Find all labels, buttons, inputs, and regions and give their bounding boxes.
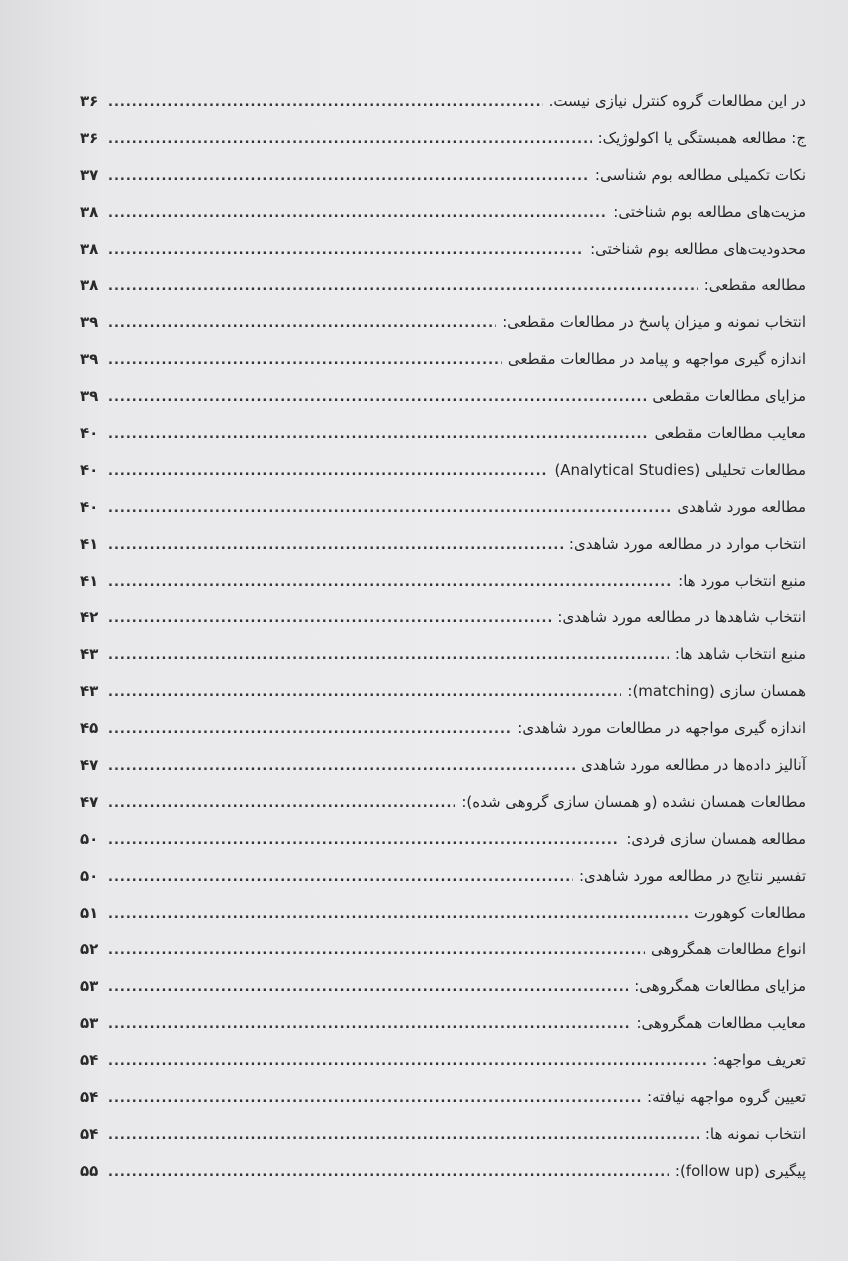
toc-leader-dots bbox=[108, 648, 669, 663]
toc-entry bbox=[80, 1088, 806, 1125]
toc-page-number: ۴۰ bbox=[80, 497, 99, 516]
toc-entry bbox=[80, 608, 806, 645]
toc-leader-dots bbox=[108, 1165, 669, 1180]
toc-entry bbox=[80, 793, 806, 830]
toc-page-number: ۴۵ bbox=[80, 719, 99, 738]
toc-entry bbox=[80, 535, 806, 572]
toc-leader-dots bbox=[108, 611, 551, 626]
toc-leader-dots bbox=[108, 427, 649, 442]
toc-page-number: ۵۱ bbox=[80, 903, 99, 922]
toc-page-number: ۵۲ bbox=[80, 940, 99, 959]
toc-title: مزایای مطالعات مقطعی bbox=[652, 387, 806, 406]
toc-title: تعریف مواجهه: bbox=[712, 1051, 806, 1070]
toc-title: منبع انتخاب شاهد ها: bbox=[674, 645, 806, 664]
toc-leader-dots bbox=[108, 132, 592, 147]
toc-entry bbox=[80, 977, 806, 1014]
toc-page-number: ۵۴ bbox=[80, 1051, 99, 1070]
toc-page-number: ۳۷ bbox=[80, 165, 99, 184]
toc-entry bbox=[80, 572, 806, 609]
toc-title: معایب مطالعات مقطعی bbox=[654, 424, 806, 443]
toc-leader-dots bbox=[108, 390, 646, 405]
toc-entry bbox=[80, 424, 806, 461]
toc-entry bbox=[80, 350, 806, 387]
toc-title: ج: مطالعه همبستگی یا اکولوژیک: bbox=[597, 128, 806, 147]
toc-page-number: ۳۹ bbox=[80, 387, 99, 406]
toc-entry bbox=[80, 387, 806, 424]
toc-page-number: ۴۷ bbox=[80, 756, 99, 775]
toc-leader-dots bbox=[108, 538, 563, 553]
toc-title: انتخاب موارد در مطالعه مورد شاهدی: bbox=[568, 534, 806, 553]
toc-leader-dots bbox=[108, 316, 496, 331]
toc-entry bbox=[80, 1014, 806, 1051]
toc-title: مطالعه مورد شاهدی bbox=[677, 497, 806, 516]
toc-title: انتخاب شاهدها در مطالعه مورد شاهدی: bbox=[557, 608, 806, 627]
toc-page-number: ۳۶ bbox=[80, 128, 99, 147]
toc-entry bbox=[80, 92, 806, 129]
toc-page-number: ۵۴ bbox=[80, 1088, 99, 1107]
toc-entry bbox=[80, 682, 806, 719]
toc-page-number: ۵۰ bbox=[80, 829, 99, 848]
toc-page-number: ۵۳ bbox=[80, 1014, 99, 1033]
toc-title: مزیت‌های مطالعه بوم شناختی: bbox=[613, 202, 806, 221]
toc-title: مطالعات کوهورت bbox=[693, 903, 806, 922]
toc-leader-dots bbox=[108, 759, 575, 774]
toc-page-number: ۵۴ bbox=[80, 1124, 99, 1143]
toc-leader-dots bbox=[108, 833, 620, 848]
toc-page-number: ۴۲ bbox=[80, 608, 99, 627]
toc-entry bbox=[80, 756, 806, 793]
toc-leader-dots bbox=[108, 206, 607, 221]
toc-leader-dots bbox=[108, 575, 672, 590]
toc-entry bbox=[80, 940, 806, 977]
toc-page-number: ۴۱ bbox=[80, 571, 99, 590]
toc-leader-dots bbox=[108, 1017, 630, 1032]
toc-leader-dots bbox=[108, 279, 698, 294]
toc-page-number: ۵۵ bbox=[80, 1161, 99, 1180]
toc-title: معایب مطالعات همگروهی: bbox=[636, 1014, 806, 1033]
toc-leader-dots bbox=[108, 501, 671, 516]
toc-page-number: ۳۸ bbox=[80, 202, 99, 221]
toc-title: اندازه گیری مواجهه و پیامد در مطالعات مقطعی bbox=[507, 350, 806, 369]
toc-title: پیگیری (follow up): bbox=[674, 1161, 806, 1180]
toc-entry bbox=[80, 1125, 806, 1162]
toc-title: انواع مطالعات همگروهی bbox=[651, 940, 806, 959]
toc-page-number: ۳۸ bbox=[80, 276, 99, 295]
toc-title: در این مطالعات گروه کنترل نیازی نیست. bbox=[548, 92, 806, 110]
toc-title: انتخاب نمونه ها: bbox=[704, 1124, 806, 1143]
toc-page-number: ۳۸ bbox=[80, 239, 99, 258]
toc-page-number: ۳۶ bbox=[80, 92, 99, 110]
toc-leader-dots bbox=[108, 464, 548, 479]
toc-leader-dots bbox=[108, 243, 584, 258]
toc-leader-dots bbox=[108, 943, 645, 958]
toc-page-number: ۴۷ bbox=[80, 792, 99, 811]
toc-entry bbox=[80, 461, 806, 498]
toc-page-number: ۴۰ bbox=[80, 424, 99, 443]
toc-entry bbox=[80, 867, 806, 904]
toc-title: آنالیز داده‌ها در مطالعه مورد شاهدی bbox=[580, 756, 806, 775]
toc-leader-dots bbox=[108, 95, 543, 110]
toc-title: منبع انتخاب مورد ها: bbox=[678, 571, 806, 590]
toc-entry bbox=[80, 129, 806, 166]
toc-entry bbox=[80, 313, 806, 350]
toc-leader-dots bbox=[108, 980, 628, 995]
toc-title: انتخاب نمونه و میزان پاسخ در مطالعات مقطعی: bbox=[502, 313, 806, 332]
toc-page-number: ۴۳ bbox=[80, 645, 99, 664]
toc-leader-dots bbox=[108, 1128, 699, 1143]
toc-entry bbox=[80, 1162, 806, 1199]
toc-page-number: ۴۱ bbox=[80, 534, 99, 553]
toc-leader-dots bbox=[108, 353, 502, 368]
toc-entry bbox=[80, 830, 806, 867]
toc-title: مزایای مطالعات همگروهی: bbox=[634, 977, 806, 996]
toc-entry bbox=[80, 203, 806, 240]
toc-title: محدودیت‌های مطالعه بوم شناختی: bbox=[590, 239, 806, 258]
toc-page-number: ۵۰ bbox=[80, 866, 99, 885]
toc-title: مطالعات تحلیلی (Analytical Studies) bbox=[554, 460, 806, 479]
toc-leader-dots bbox=[108, 1091, 641, 1106]
toc-leader-dots bbox=[108, 685, 621, 700]
toc-title: همسان سازی (matching): bbox=[627, 682, 806, 701]
toc-title: اندازه گیری مواجهه در مطالعات مورد شاهدی: bbox=[517, 719, 806, 738]
toc-page-number: ۵۳ bbox=[80, 977, 99, 996]
toc-title: مطالعه همسان سازی فردی: bbox=[626, 829, 806, 848]
toc-title: مطالعه مقطعی: bbox=[703, 276, 806, 295]
toc-leader-dots bbox=[108, 907, 688, 922]
toc-page-number: ۴۳ bbox=[80, 682, 99, 701]
toc-entry bbox=[80, 719, 806, 756]
toc-title: نکات تکمیلی مطالعه بوم شناسی: bbox=[594, 165, 806, 184]
toc-title: تفسیر نتایج در مطالعه مورد شاهدی: bbox=[578, 866, 806, 885]
toc-page-number: ۳۹ bbox=[80, 350, 99, 369]
toc-leader-dots bbox=[108, 870, 573, 885]
toc-title: مطالعات همسان نشده (و همسان سازی گروهی شده): bbox=[461, 792, 806, 811]
toc-entry bbox=[80, 645, 806, 682]
toc-leader-dots bbox=[108, 722, 511, 737]
toc-title: تعیین گروه مواجهه نیافته: bbox=[647, 1088, 806, 1107]
toc-entry bbox=[80, 166, 806, 203]
toc-entry bbox=[80, 1051, 806, 1088]
toc-page-number: ۳۹ bbox=[80, 313, 99, 332]
toc-leader-dots bbox=[108, 796, 455, 811]
toc-leader-dots bbox=[108, 1054, 707, 1069]
table-of-contents bbox=[80, 92, 806, 1199]
toc-entry bbox=[80, 498, 806, 535]
toc-entry bbox=[80, 904, 806, 941]
toc-entry bbox=[80, 276, 806, 313]
toc-entry bbox=[80, 240, 806, 277]
toc-page-number: ۴۰ bbox=[80, 460, 99, 479]
toc-leader-dots bbox=[108, 169, 589, 184]
